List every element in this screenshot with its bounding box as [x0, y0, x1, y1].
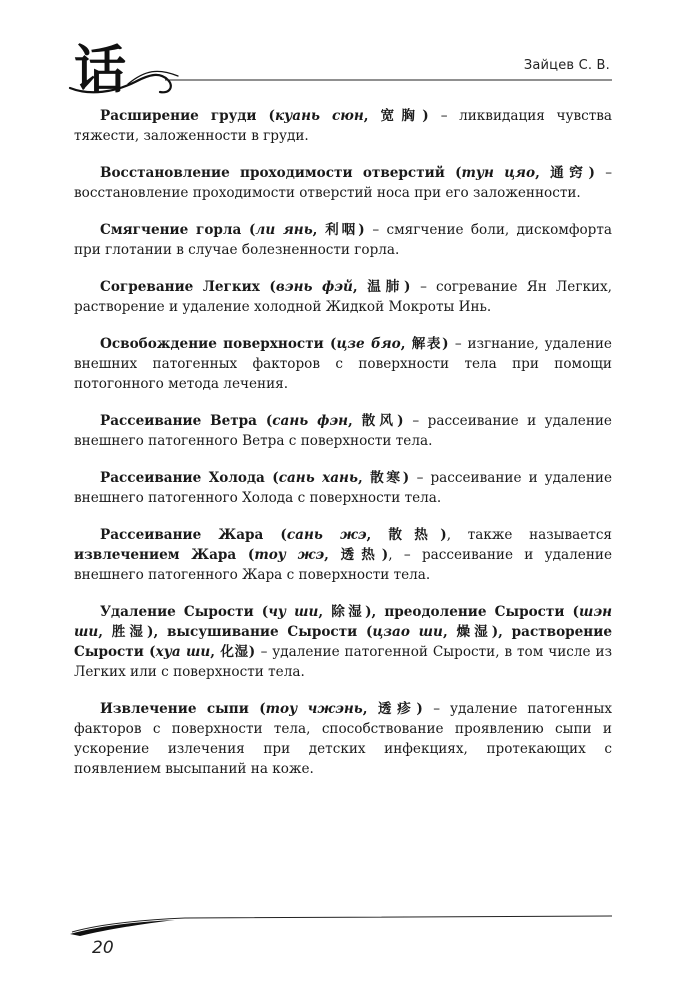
entry-pinyin: чу ши [268, 604, 319, 620]
entry-term: Удаление Сырости ( [100, 604, 269, 620]
entry-definition: – рассеивание и удаление внешнего патогенного Холода с поверхности тела. [74, 470, 612, 506]
entry-hanzi: , 散热) [366, 527, 447, 543]
entry-pinyin: сань жэ [286, 527, 367, 543]
entry-term-alt: извлечением Жара ( [74, 547, 255, 563]
entry-6 [74, 411, 612, 451]
entry-definition: – смягчение боли, дискомфорта при глотании в случае болезненности горла. [74, 222, 612, 258]
entry-pinyin: шэн ши [74, 604, 612, 640]
entry-pinyin: вэнь фэй [275, 279, 353, 295]
entry-pinyin: тун цяо [461, 165, 536, 181]
entry-term: Извлечение сыпи ( [100, 701, 266, 717]
page-number: 20 [92, 938, 114, 958]
entry-hanzi: , 燥湿), растворение Сырости ( [74, 624, 612, 660]
entry-pinyin-alt: тоу жэ [254, 547, 325, 563]
entry-definition: – восстановление проходимости отверстий носа при его заложенности. [74, 165, 612, 201]
entry-hanzi: , 透疹) [362, 701, 434, 717]
entry-pinyin: хуа ши [155, 644, 211, 660]
entry-10 [74, 699, 612, 779]
entry-pinyin: куань сюн [274, 108, 364, 124]
entry-8 [74, 525, 612, 585]
main-text [74, 106, 612, 796]
page-header [0, 0, 688, 110]
entry-pinyin: цзао ши [372, 624, 443, 640]
entry-hanzi: , 利咽) [312, 222, 373, 238]
entry-hanzi: , 化湿) [210, 644, 261, 660]
running-head-author: Зайцев С. В. [523, 58, 610, 73]
entry-hanzi: , 散风) [348, 413, 413, 429]
entry-term: Рассеивание Ветра ( [100, 413, 273, 429]
entry-hanzi-alt: , 透热) [324, 547, 389, 563]
entry-4 [74, 277, 612, 317]
entry-5 [74, 334, 612, 394]
entry-term: Согревание Легких ( [100, 279, 276, 295]
entry-pinyin: цзе бяо [336, 336, 401, 352]
entry-definition: , – рассеивание и удаление внешнего патогенного Жара с поверхности тела. [74, 547, 612, 583]
entry-hanzi: , 除湿), преодоление Сырости ( [318, 604, 579, 620]
entry-hanzi: , 胜湿), высушивание Сырости ( [98, 624, 373, 640]
entry-pinyin: сань фэн [272, 413, 349, 429]
footer-rule [72, 916, 612, 932]
entry-hanzi: , 散寒) [357, 470, 417, 486]
entry-definition: – удаление патогенных факторов с поверхности тела, способствование проявлению сыпи и ускорение излечения при детских инфекциях, протекающих с появлением высыпаний на коже. [74, 701, 613, 777]
entry-term: Освобождение поверхности ( [100, 336, 337, 352]
entry-definition: – согревание Ян Легких, растворение и удаление холодной Жидкой Мокроты Инь. [74, 279, 612, 315]
entry-7 [74, 468, 612, 508]
entry-pinyin: сань хань [278, 470, 358, 486]
entry-2 [74, 163, 612, 203]
entry-hanzi: , 温肺) [352, 279, 421, 295]
entry-term: Рассеивание Жара ( [100, 527, 287, 543]
entry-connector: , также называется [446, 527, 613, 543]
entry-pinyin: тоу чжэнь [265, 701, 363, 717]
entry-pinyin: ли янь [255, 222, 313, 238]
entry-definition: – изгнание, удаление внешних патогенных факторов с поверхности тела при помощи потогонного метода лечения. [74, 336, 612, 392]
entry-3 [74, 220, 612, 260]
logo-calligraphy: 话 [74, 40, 127, 101]
entry-1 [74, 106, 612, 146]
footer-decoration [0, 900, 688, 940]
entry-term: Восстановление проходимости отверстий ( [100, 165, 462, 181]
entry-definition: – рассеивание и удаление внешнего патогенного Ветра с поверхности тела. [74, 413, 612, 449]
entry-hanzi: , 宽胸 [363, 108, 423, 124]
entry-bracket: ) [422, 108, 441, 124]
entry-term: Рассеивание Холода ( [100, 470, 279, 486]
entry-definition: – удаление патогенной Сырости, в том числе из Легких или с поверхности тела. [74, 644, 613, 680]
entry-term: Смягчение горла ( [100, 222, 256, 238]
entry-hanzi: , 解表) [400, 336, 455, 352]
entry-9 [74, 602, 612, 682]
entry-hanzi: , 通窍) [535, 165, 606, 181]
entry-definition: – ликвидация чувства тяжести, заложенности в груди. [74, 108, 612, 144]
header-decoration [0, 0, 688, 110]
entry-term: Расширение груди ( [100, 108, 275, 124]
